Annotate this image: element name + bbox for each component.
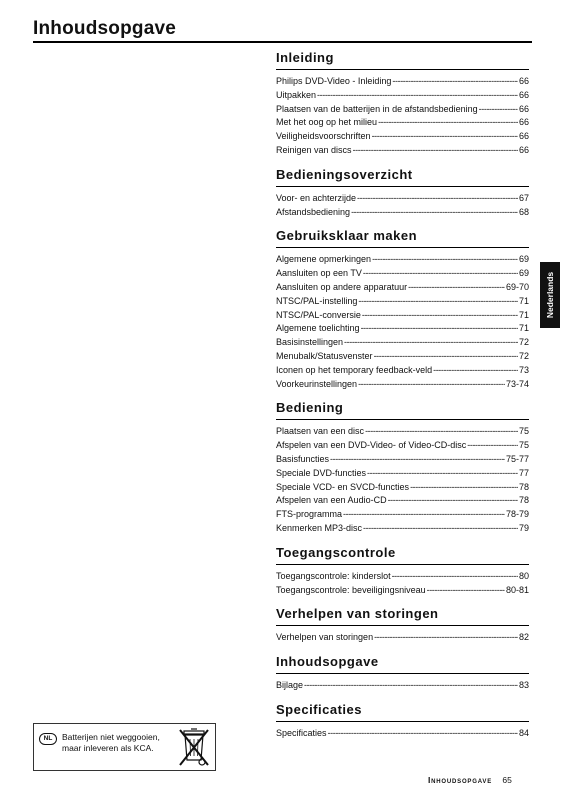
toc-entry	[276, 467, 529, 481]
toc-entry-page: 67	[518, 192, 529, 203]
toc-entry-page: 73-74	[505, 378, 529, 389]
toc-entry-title: Speciale DVD-functies	[276, 467, 367, 478]
toc-entry-page: 66	[518, 117, 529, 128]
toc-entry-page: 69	[518, 268, 529, 279]
toc-entry-title: Philips DVD-Video - Inleiding	[276, 76, 392, 86]
toc-entry	[276, 631, 529, 645]
language-badge: NL	[39, 733, 57, 745]
toc-entry-page: 72	[518, 337, 529, 348]
toc-entry-title: NTSC/PAL-conversie	[276, 309, 361, 320]
toc-entry-title: NTSC/PAL-instelling	[276, 295, 358, 306]
toc-entry	[276, 309, 529, 323]
toc-leader-dashes	[343, 508, 505, 522]
toc-entry-title: Voorkeurinstellingen	[276, 378, 358, 389]
toc-entry-title: Voor- en achterzijde	[276, 192, 357, 203]
toc-entry-page: 71	[518, 295, 529, 306]
toc-section	[276, 167, 529, 220]
toc-entry-page: 79	[518, 522, 529, 533]
toc-entry	[276, 89, 529, 103]
toc-entry-title: Toegangscontrole: beveiligingsniveau	[276, 584, 426, 595]
toc-leader-dashes	[317, 89, 518, 103]
toc-leader-dashes	[365, 425, 518, 439]
battery-notice-line1: Batterijen niet weggooien,	[62, 732, 160, 742]
toc-entry-title: Algemene toelichting	[276, 323, 360, 334]
page-title: Inhoudsopgave	[33, 18, 176, 39]
toc-entry-title: Kenmerken MP3-disc	[276, 522, 363, 533]
toc-entry	[276, 679, 529, 693]
toc-entry	[276, 116, 529, 130]
toc-entry-title: Aansluiten op andere apparatuur	[276, 281, 408, 292]
toc-leader-dashes	[374, 350, 518, 364]
toc-entry	[276, 453, 529, 467]
toc-entry	[276, 267, 529, 281]
toc-entry-page: 78	[518, 481, 529, 492]
toc-entry	[276, 570, 529, 584]
toc-entry-title: Algemene opmerkingen	[276, 254, 372, 265]
toc-entry-title: Iconen op het temporary feedback-veld	[276, 364, 433, 375]
toc-entry-page: 71	[518, 309, 529, 320]
toc-section	[276, 545, 529, 598]
toc-entry-page: 69-70	[505, 281, 529, 292]
toc-leader-dashes	[388, 494, 518, 508]
toc-leader-dashes	[408, 281, 505, 295]
toc-leader-dashes	[479, 103, 518, 117]
toc-leader-dashes	[392, 570, 518, 584]
toc-entry-title: Afspelen van een DVD-Video- of Video-CD-disc	[276, 440, 467, 451]
toc-entry-title: Afspelen van een Audio-CD	[276, 495, 387, 506]
toc-leader-dashes	[433, 364, 518, 378]
toc-entry-page: 84	[518, 727, 529, 738]
toc-section-header: Gebruiksklaar maken	[276, 228, 529, 248]
toc-entry-page: 82	[518, 632, 529, 643]
toc-entry-page: 66	[518, 89, 529, 100]
toc-leader-dashes	[353, 144, 518, 158]
toc-entry-page: 66	[518, 103, 529, 114]
toc-section	[276, 606, 529, 645]
battery-notice-line2: maar inleveren als KCA.	[62, 743, 154, 753]
toc-entry-title: Plaatsen van de batterijen in de afstandsbediening	[276, 103, 478, 114]
toc-entry-page: 72	[518, 350, 529, 361]
toc-section-header: Inhoudsopgave	[276, 654, 529, 674]
toc-section-header: Bedieningsoverzicht	[276, 167, 529, 187]
toc-entry	[276, 130, 529, 144]
toc-section	[276, 50, 529, 158]
toc-leader-dashes	[358, 378, 505, 392]
title-divider	[33, 41, 532, 43]
toc-section-header: Verhelpen van storingen	[276, 606, 529, 626]
battery-disposal-notice	[33, 723, 216, 771]
toc-entry-page: 75	[518, 440, 529, 451]
toc-entry	[276, 522, 529, 536]
toc-leader-dashes	[328, 727, 518, 741]
toc-entry-page: 78	[518, 495, 529, 506]
toc-section-header: Bediening	[276, 400, 529, 420]
toc-section-header: Inleiding	[276, 50, 529, 70]
toc-entry-page: 69	[518, 254, 529, 265]
toc-leader-dashes	[372, 130, 518, 144]
toc-leader-dashes	[378, 116, 518, 130]
toc-section-header: Toegangscontrole	[276, 545, 529, 565]
toc-entry-title: Menubalk/Statusvenster	[276, 350, 373, 361]
table-of-contents	[276, 50, 529, 750]
toc-entry	[276, 103, 529, 117]
toc-leader-dashes	[361, 322, 518, 336]
toc-entry	[276, 425, 529, 439]
toc-entry	[276, 253, 529, 267]
toc-entry	[276, 481, 529, 495]
toc-section	[276, 702, 529, 741]
toc-entry-page: 66	[518, 76, 529, 86]
toc-section	[276, 400, 529, 535]
toc-entry-title: Veiligheidsvoorschriften	[276, 131, 371, 142]
toc-entry-page: 78-79	[505, 509, 529, 520]
toc-entry-title: Toegangscontrole: kinderslot	[276, 570, 391, 581]
toc-entry-title: Verhelpen van storingen	[276, 632, 374, 643]
toc-entry-page: 73	[518, 364, 529, 375]
toc-entry	[276, 281, 529, 295]
toc-entry-page: 71	[518, 323, 529, 334]
toc-entry-title: Uitpakken	[276, 89, 317, 100]
toc-entry	[276, 350, 529, 364]
toc-leader-dashes	[367, 467, 518, 481]
toc-leader-dashes	[351, 206, 518, 220]
toc-entry-page: 83	[518, 680, 529, 691]
toc-entry-page: 66	[518, 131, 529, 142]
language-tab-label: Nederlands	[545, 271, 556, 319]
toc-leader-dashes	[392, 75, 518, 89]
toc-leader-dashes	[362, 309, 518, 323]
toc-entry	[276, 144, 529, 158]
toc-entry-title: Plaatsen van een disc	[276, 426, 365, 437]
language-tab	[540, 262, 560, 328]
toc-entry-page: 77	[518, 467, 529, 478]
toc-entry-title: FTS-programma	[276, 509, 343, 520]
toc-leader-dashes	[330, 453, 505, 467]
toc-entry	[276, 508, 529, 522]
toc-entry	[276, 727, 529, 741]
toc-entry-page: 80	[518, 570, 529, 581]
toc-section	[276, 228, 529, 391]
battery-notice-text	[62, 732, 160, 754]
toc-leader-dashes	[358, 295, 518, 309]
toc-entry-title: Bijlage	[276, 680, 304, 691]
toc-entry-page: 66	[518, 144, 529, 155]
toc-entry-title: Basisinstellingen	[276, 337, 344, 348]
toc-leader-dashes	[372, 253, 518, 267]
page-footer	[428, 775, 512, 785]
toc-entry-page: 75-77	[505, 453, 529, 464]
toc-leader-dashes	[357, 192, 518, 206]
toc-entry-title: Reinigen van discs	[276, 144, 352, 155]
crossed-out-bin-icon	[177, 727, 211, 768]
toc-entry-page: 68	[518, 206, 529, 217]
toc-entry-page: 75	[518, 426, 529, 437]
toc-leader-dashes	[427, 584, 505, 598]
toc-entry-title: Afstandsbediening	[276, 206, 351, 217]
toc-entry	[276, 75, 529, 89]
toc-entry-title: Aansluiten op een TV	[276, 268, 362, 279]
footer-section-title: Inhoudsopgave	[428, 775, 492, 785]
toc-leader-dashes	[304, 679, 518, 693]
toc-entry-page: 80-81	[505, 584, 529, 595]
toc-entry-title: Speciale VCD- en SVCD-functies	[276, 481, 410, 492]
toc-entry	[276, 364, 529, 378]
toc-leader-dashes	[344, 336, 518, 350]
toc-leader-dashes	[363, 267, 518, 281]
toc-section-header: Specificaties	[276, 702, 529, 722]
toc-section	[276, 654, 529, 693]
toc-entry	[276, 295, 529, 309]
toc-entry	[276, 322, 529, 336]
toc-entry	[276, 439, 529, 453]
toc-entry	[276, 584, 529, 598]
toc-entry	[276, 336, 529, 350]
toc-entry-title: Met het oog op het milieu	[276, 117, 378, 128]
toc-leader-dashes	[410, 481, 518, 495]
toc-entry-title: Specificaties	[276, 727, 327, 738]
toc-entry	[276, 192, 529, 206]
toc-entry-title: Basisfuncties	[276, 453, 330, 464]
toc-entry	[276, 206, 529, 220]
toc-leader-dashes	[374, 631, 518, 645]
toc-entry	[276, 378, 529, 392]
toc-leader-dashes	[467, 439, 518, 453]
toc-entry	[276, 494, 529, 508]
page-number: 65	[502, 775, 512, 785]
toc-leader-dashes	[363, 522, 518, 536]
